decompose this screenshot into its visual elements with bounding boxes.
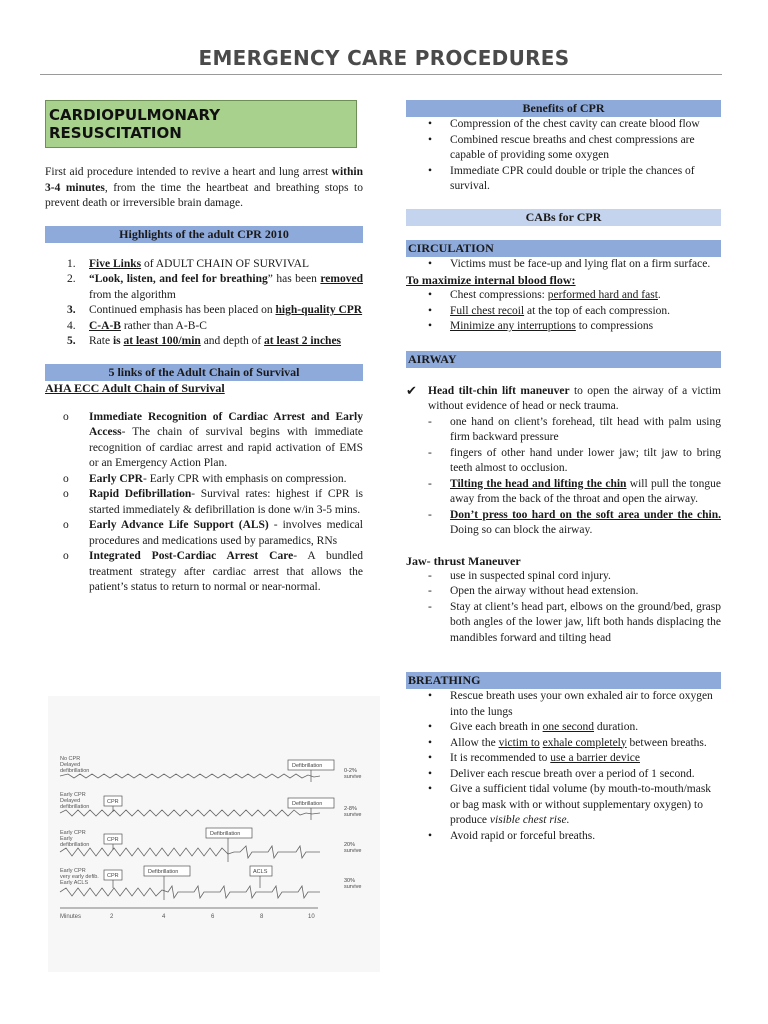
- survival-rate-chart: [48, 696, 380, 972]
- breathing-list: [406, 689, 721, 844]
- row3-rate: 20%: [344, 842, 356, 848]
- ecg-trace-3: [60, 846, 320, 858]
- tick-10: 10: [308, 914, 315, 920]
- highlights-list: [45, 257, 363, 350]
- list-item: o Immediate Recognition of Cardiac Arrest and Early Access- The chain of survival begins with immediate recognition of cardiac arrest and rapid activation of EMS or an Emergency Action Plan.: [63, 410, 363, 469]
- list-item: • Deliver each rescue breath over a period of 1 second.: [428, 767, 695, 780]
- check-icon: ✔: [406, 383, 417, 399]
- tick-6: 6: [211, 914, 215, 920]
- title-divider: [40, 74, 722, 75]
- list-item: - fingers of other hand under lower jaw; tilt jaw to bring teeth almost to occlusion.: [428, 446, 721, 474]
- list-item: • Victims must be face-up and lying flat on a firm surface.: [428, 257, 711, 270]
- cabs-header: CABs for CPR: [406, 209, 721, 226]
- row4-cpr-text: CPR: [107, 873, 119, 879]
- row4-rate: 30%: [344, 878, 356, 884]
- blood-flow-title: To maximize internal blood flow:: [406, 273, 576, 287]
- row2-rate: 2-8%: [344, 806, 357, 812]
- row3-label1: Early CPR: [60, 830, 86, 836]
- list-item: - Don’t press too hard on the soft area under the chin. Doing so can block the airway.: [428, 508, 721, 536]
- list-item: • Avoid rapid or forceful breaths.: [428, 829, 596, 842]
- tick-2: 2: [110, 914, 114, 920]
- row2-rate-sub: survive: [344, 812, 362, 818]
- cpr-section-title: CARDIOPULMONARY RESUSCITATION: [45, 100, 357, 148]
- list-item: • Minimize any interruptions to compressions: [428, 320, 654, 332]
- list-item: - Tilting the head and lifting the chin will pull the tongue away from the back of the throat and open the airway.: [428, 477, 721, 505]
- list-item: 4. C-A-B rather than A-B-C: [67, 319, 207, 332]
- jaw-thrust-title: Jaw- thrust Maneuver: [406, 553, 521, 568]
- list-item: - one hand on client’s forehead, tilt head with palm using firm backward pressure: [428, 415, 721, 443]
- list-item: - Open the airway without head extension.: [428, 585, 639, 597]
- chain-of-survival-header: 5 links of the Adult Chain of Survival: [45, 364, 363, 381]
- list-item: - Stay at client’s head part, elbows on the ground/bed, grasp both angles of the lower jaw, lift both hands displacing the mandibles forward and tilting head: [428, 600, 721, 644]
- benefits-list: [406, 117, 721, 195]
- circulation-header: CIRCULATION: [406, 240, 721, 257]
- head-tilt-item: ✔ Head tilt-chin lift maneuver to open the airway of a victim without evidence of head or neck trauma.: [406, 383, 721, 412]
- ecg-trace-1: [60, 774, 320, 778]
- row4-acls-text: ACLS: [253, 869, 268, 875]
- circulation-list: [406, 257, 721, 273]
- list-item: • Compression of the chest cavity can create blood flow: [428, 118, 700, 130]
- row2-label2: Delayed: [60, 798, 81, 804]
- list-item: • Immediate CPR could double or triple the chances of survival.: [428, 164, 695, 192]
- row1-label1: No CPR: [60, 756, 81, 762]
- highlights-header: Highlights of the adult CPR 2010: [45, 226, 363, 243]
- time-axis-label: Minutes: [60, 914, 82, 920]
- cpr-intro: First aid procedure intended to revive a heart and lung arrest within 3-4 minutes, from the time the heartbeat and breathing stops to prevent death or irreversible brain damage.: [45, 166, 363, 209]
- list-item: 1. Five Links of ADULT CHAIN OF SURVIVAL: [67, 257, 309, 270]
- row3-rate-sub: survive: [344, 848, 362, 854]
- survival-chart-svg: [48, 696, 380, 972]
- right-column: [406, 100, 721, 844]
- chain-links-list: [45, 410, 363, 596]
- row4-rate-sub: survive: [344, 884, 362, 890]
- row3-defib-text: Defibrillation: [210, 831, 241, 837]
- list-item: 3. Continued emphasis has been placed on high-quality CPR: [67, 304, 363, 316]
- row1-rate-sub: survive: [344, 774, 362, 780]
- row2-label3: defibrillation: [60, 804, 90, 810]
- blood-flow-list: [406, 288, 721, 335]
- list-item: o Integrated Post-Cardiac Arrest Care- A bundled treatment strategy after cardiac arrest that allows the patient’s status to return to normal or near-normal.: [63, 550, 363, 593]
- page-title: EMERGENCY CARE PROCEDURES: [198, 46, 570, 70]
- list-item: 5. Rate is at least 100/min and depth of at least 2 inches: [67, 335, 342, 347]
- row4-label1: Early CPR: [60, 868, 86, 874]
- row4-label2: very early defib.: [60, 874, 99, 880]
- list-item: • Give a sufficient tidal volume (by mouth-to-mouth/mask or bag mask with or without supplementary oxygen) to produce visible chest rise.: [428, 783, 712, 826]
- benefits-header: Benefits of CPR: [406, 100, 721, 117]
- tick-4: 4: [162, 914, 166, 920]
- row2-defib-text: Defibrillation: [292, 801, 323, 807]
- row1-rate: 0-2%: [344, 768, 357, 774]
- list-item: • It is recommended to use a barrier device: [428, 752, 640, 764]
- row1-defib-text: Defibrillation: [292, 763, 323, 769]
- list-item: • Give each breath in one second duration.: [428, 721, 639, 733]
- list-item: o Early Advance Life Support (ALS) - involves medical procedures and medications used by paramedics, RNs: [63, 519, 363, 547]
- list-item: • Chest compressions: performed hard and fast.: [428, 289, 661, 301]
- jaw-thrust-steps: [406, 569, 721, 647]
- airway-header: AIRWAY: [406, 351, 721, 368]
- aha-title: AHA ECC Adult Chain of Survival: [45, 380, 225, 395]
- tick-8: 8: [260, 914, 264, 920]
- list-item: - use in suspected spinal cord injury.: [428, 569, 611, 582]
- row4-label3: Early ACLS: [60, 880, 89, 886]
- row3-label3: defibrillation: [60, 842, 90, 848]
- list-item: o Rapid Defibrillation- Survival rates: highest if CPR is started immediately & defibrillation is done w/in 3-5 mins.: [63, 488, 363, 516]
- list-item: • Rescue breath uses your own exhaled air to force oxygen into the lungs: [428, 690, 713, 718]
- head-tilt-steps: [406, 415, 721, 539]
- ecg-trace-2: [60, 810, 320, 816]
- list-item: 2. “Look, listen, and feel for breathing” has been removed from the algorithm: [67, 273, 363, 301]
- left-column: [45, 100, 363, 596]
- row3-cpr-text: CPR: [107, 837, 119, 843]
- row1-label3: defibrillation: [60, 768, 90, 774]
- list-item: • Full chest recoil at the top of each compression.: [428, 304, 671, 317]
- list-item: o Early CPR- Early CPR with emphasis on compression.: [63, 472, 347, 485]
- row2-cpr-text: CPR: [107, 799, 119, 805]
- list-item: • Allow the victim to exhale completely between breaths.: [428, 736, 707, 749]
- row4-defib-text: Defibrillation: [148, 869, 179, 875]
- row1-label2: Delayed: [60, 762, 81, 768]
- list-item: • Combined rescue breaths and chest compressions are capable of providing some oxygen: [428, 133, 695, 161]
- ecg-trace-4: [60, 886, 320, 898]
- row2-label1: Early CPR: [60, 792, 86, 798]
- breathing-header: BREATHING: [406, 672, 721, 689]
- row3-label2: Early: [60, 836, 73, 842]
